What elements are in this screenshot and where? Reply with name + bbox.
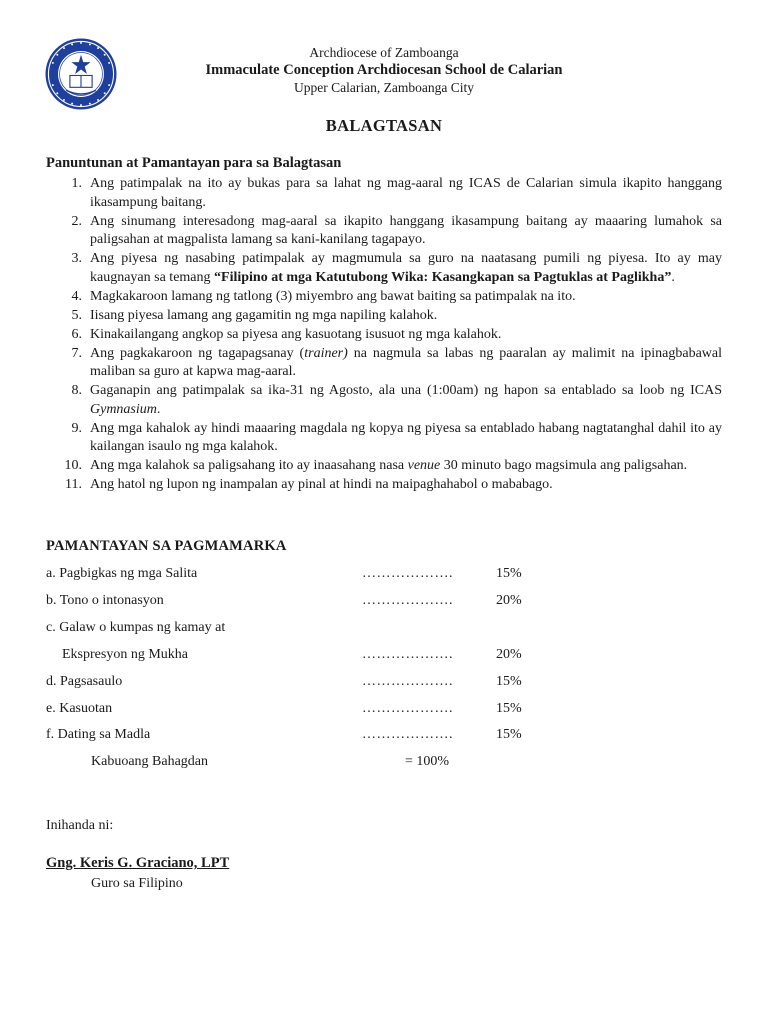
list-item — [46, 250, 722, 287]
item-number: 9. — [71, 420, 82, 436]
rules-list — [46, 175, 722, 495]
criterion-label: a. Pagbigkas ng mga Salita — [46, 566, 198, 581]
item-text-part: Ang pagkakaroon ng tagapagsanay ( — [90, 345, 305, 361]
score-row — [0, 593, 768, 613]
signatory-name: Gng. Keris G. Graciano, LPT — [46, 855, 230, 871]
total-value: = 100% — [405, 754, 450, 769]
item-text: Ang mga kahalok ay hindi maaaring magdala ng kopya ng piyesa sa entablado habang nagtatanghal dahil ito ay kailangan isaulo ng mga kalahok. — [90, 420, 722, 454]
score-row — [0, 727, 768, 747]
dot-leader: ………………. — [362, 593, 453, 608]
dot-leader: ………………. — [362, 701, 453, 716]
criterion-percent: 15% — [496, 566, 522, 581]
criterion-percent: 15% — [496, 674, 522, 689]
list-item — [46, 457, 722, 476]
item-text-part: . — [156, 401, 161, 417]
item-text: Ang patimpalak na ito ay bukas para sa lahat ng mag-aaral ng ICAS de Calarian simula ikapito hanggang ikasampung baitang. — [90, 176, 722, 210]
item-text: Iisang piyesa lamang ang gagamitin ng mga napiling kalahok. — [90, 307, 438, 323]
italic-term: Gymnasium — [90, 401, 157, 417]
item-text: Magkakaroon lamang ng tatlong (3) miyembro ang bawat baiting sa patimpalak na ito. — [90, 288, 576, 304]
item-text: Ang sinumang interesadong mag-aaral sa ikapito hanggang ikasampung baitang ay maaaring lumahok sa paligsahan at magpalista lamang sa kani-kanilang tagapayo. — [90, 213, 722, 247]
criterion-percent: 20% — [496, 647, 522, 662]
item-text-part: Ang mga kalahok sa paligsahang ito ay inaasahang nasa — [90, 458, 408, 473]
italic-term: trainer) — [304, 345, 348, 361]
item-number: 3. — [71, 251, 82, 266]
item-text — [90, 345, 722, 382]
criterion-label: Ekspresyon ng Mukha — [62, 647, 188, 662]
item-number: 8. — [71, 383, 82, 398]
criterion-label: b. Tono o intonasyon — [46, 593, 164, 608]
item-text — [90, 250, 722, 287]
signatory-role: Guro sa Filipino — [91, 876, 183, 891]
item-text — [90, 382, 722, 419]
item-text: Ang hatol ng lupon ng inampalan ay pinal at hindi na maipaghahabol o mababago. — [90, 477, 553, 492]
score-row — [0, 647, 768, 667]
criterion-label: c. Galaw o kumpas ng kamay at — [46, 620, 226, 635]
criterion-label: e. Kasuotan — [46, 701, 113, 716]
list-item — [46, 476, 722, 495]
criterion-percent: 15% — [496, 727, 522, 742]
item-text-part: Ang piyesa ng nasabing patimpalak ay magmumula sa guro na naatasang pumili ng piyesa. Ito ay may kaugnayan sa temang — [90, 251, 722, 285]
list-item — [46, 288, 722, 307]
item-text-part: . — [671, 269, 675, 285]
list-item — [46, 175, 722, 212]
archdiocese-line: Archdiocese of Zamboanga — [309, 45, 459, 60]
dot-leader: ………………. — [362, 566, 453, 581]
school-address: Upper Calarian, Zamboanga City — [294, 80, 474, 95]
list-item — [46, 382, 722, 419]
list-item — [46, 345, 722, 382]
score-row — [0, 701, 768, 721]
dot-leader: ………………. — [362, 727, 453, 742]
item-number: 5. — [71, 307, 82, 323]
item-number: 2. — [71, 213, 82, 229]
item-text-part: na nagmula sa labas ng paaralan ay malimit na ipinagbabawal maliban sa guro at kapwa mag-aaral. — [90, 345, 723, 379]
item-text-part: Gaganapin ang patimpalak sa ika-31 ng Agosto, ala una (1:00am) ng hapon sa entablado sa loob ng ICAS — [90, 383, 722, 398]
prepared-by-label: Inihanda ni: — [46, 818, 114, 833]
list-item — [46, 213, 722, 250]
criterion-percent: 20% — [496, 593, 522, 608]
item-text: Kinakailangang angkop sa piyesa ang kasuotang isusuot ng mga kalahok. — [90, 326, 502, 342]
list-item — [46, 307, 722, 326]
criterion-label: d. Pagsasaulo — [46, 674, 123, 689]
total-label: Kabuoang Bahagdan — [91, 754, 209, 769]
list-item — [46, 326, 722, 345]
item-number: 6. — [71, 326, 82, 342]
list-item — [46, 420, 722, 457]
school-name: Immaculate Conception Archdiocesan School de Calarian — [205, 62, 563, 78]
dot-leader: ………………. — [362, 674, 453, 689]
score-row — [0, 566, 768, 586]
item-text-part: 30 minuto bago magsimula ang paligsahan. — [440, 458, 688, 473]
criterion-label: f. Dating sa Madla — [46, 727, 151, 742]
item-number: 10. — [64, 458, 82, 473]
scoring-heading: PAMANTAYAN SA PAGMAMARKA — [46, 538, 287, 554]
item-number: 11. — [65, 477, 82, 492]
criterion-percent: 15% — [496, 701, 522, 716]
score-row — [0, 620, 768, 640]
rules-heading: Panuntunan at Pamantayan para sa Balagtasan — [46, 155, 342, 171]
theme-text: “Filipino at mga Katutubong Wika: Kasangkapan sa Pagtuklas at Paglikha” — [214, 269, 672, 285]
item-text — [90, 457, 722, 476]
score-row — [0, 674, 768, 694]
item-number: 4. — [71, 288, 82, 304]
italic-term: venue — [407, 458, 441, 473]
dot-leader: ………………. — [362, 647, 453, 662]
item-number: 1. — [71, 176, 82, 191]
total-row — [0, 754, 768, 774]
item-number: 7. — [71, 345, 82, 361]
document-title: BALAGTASAN — [325, 116, 443, 135]
